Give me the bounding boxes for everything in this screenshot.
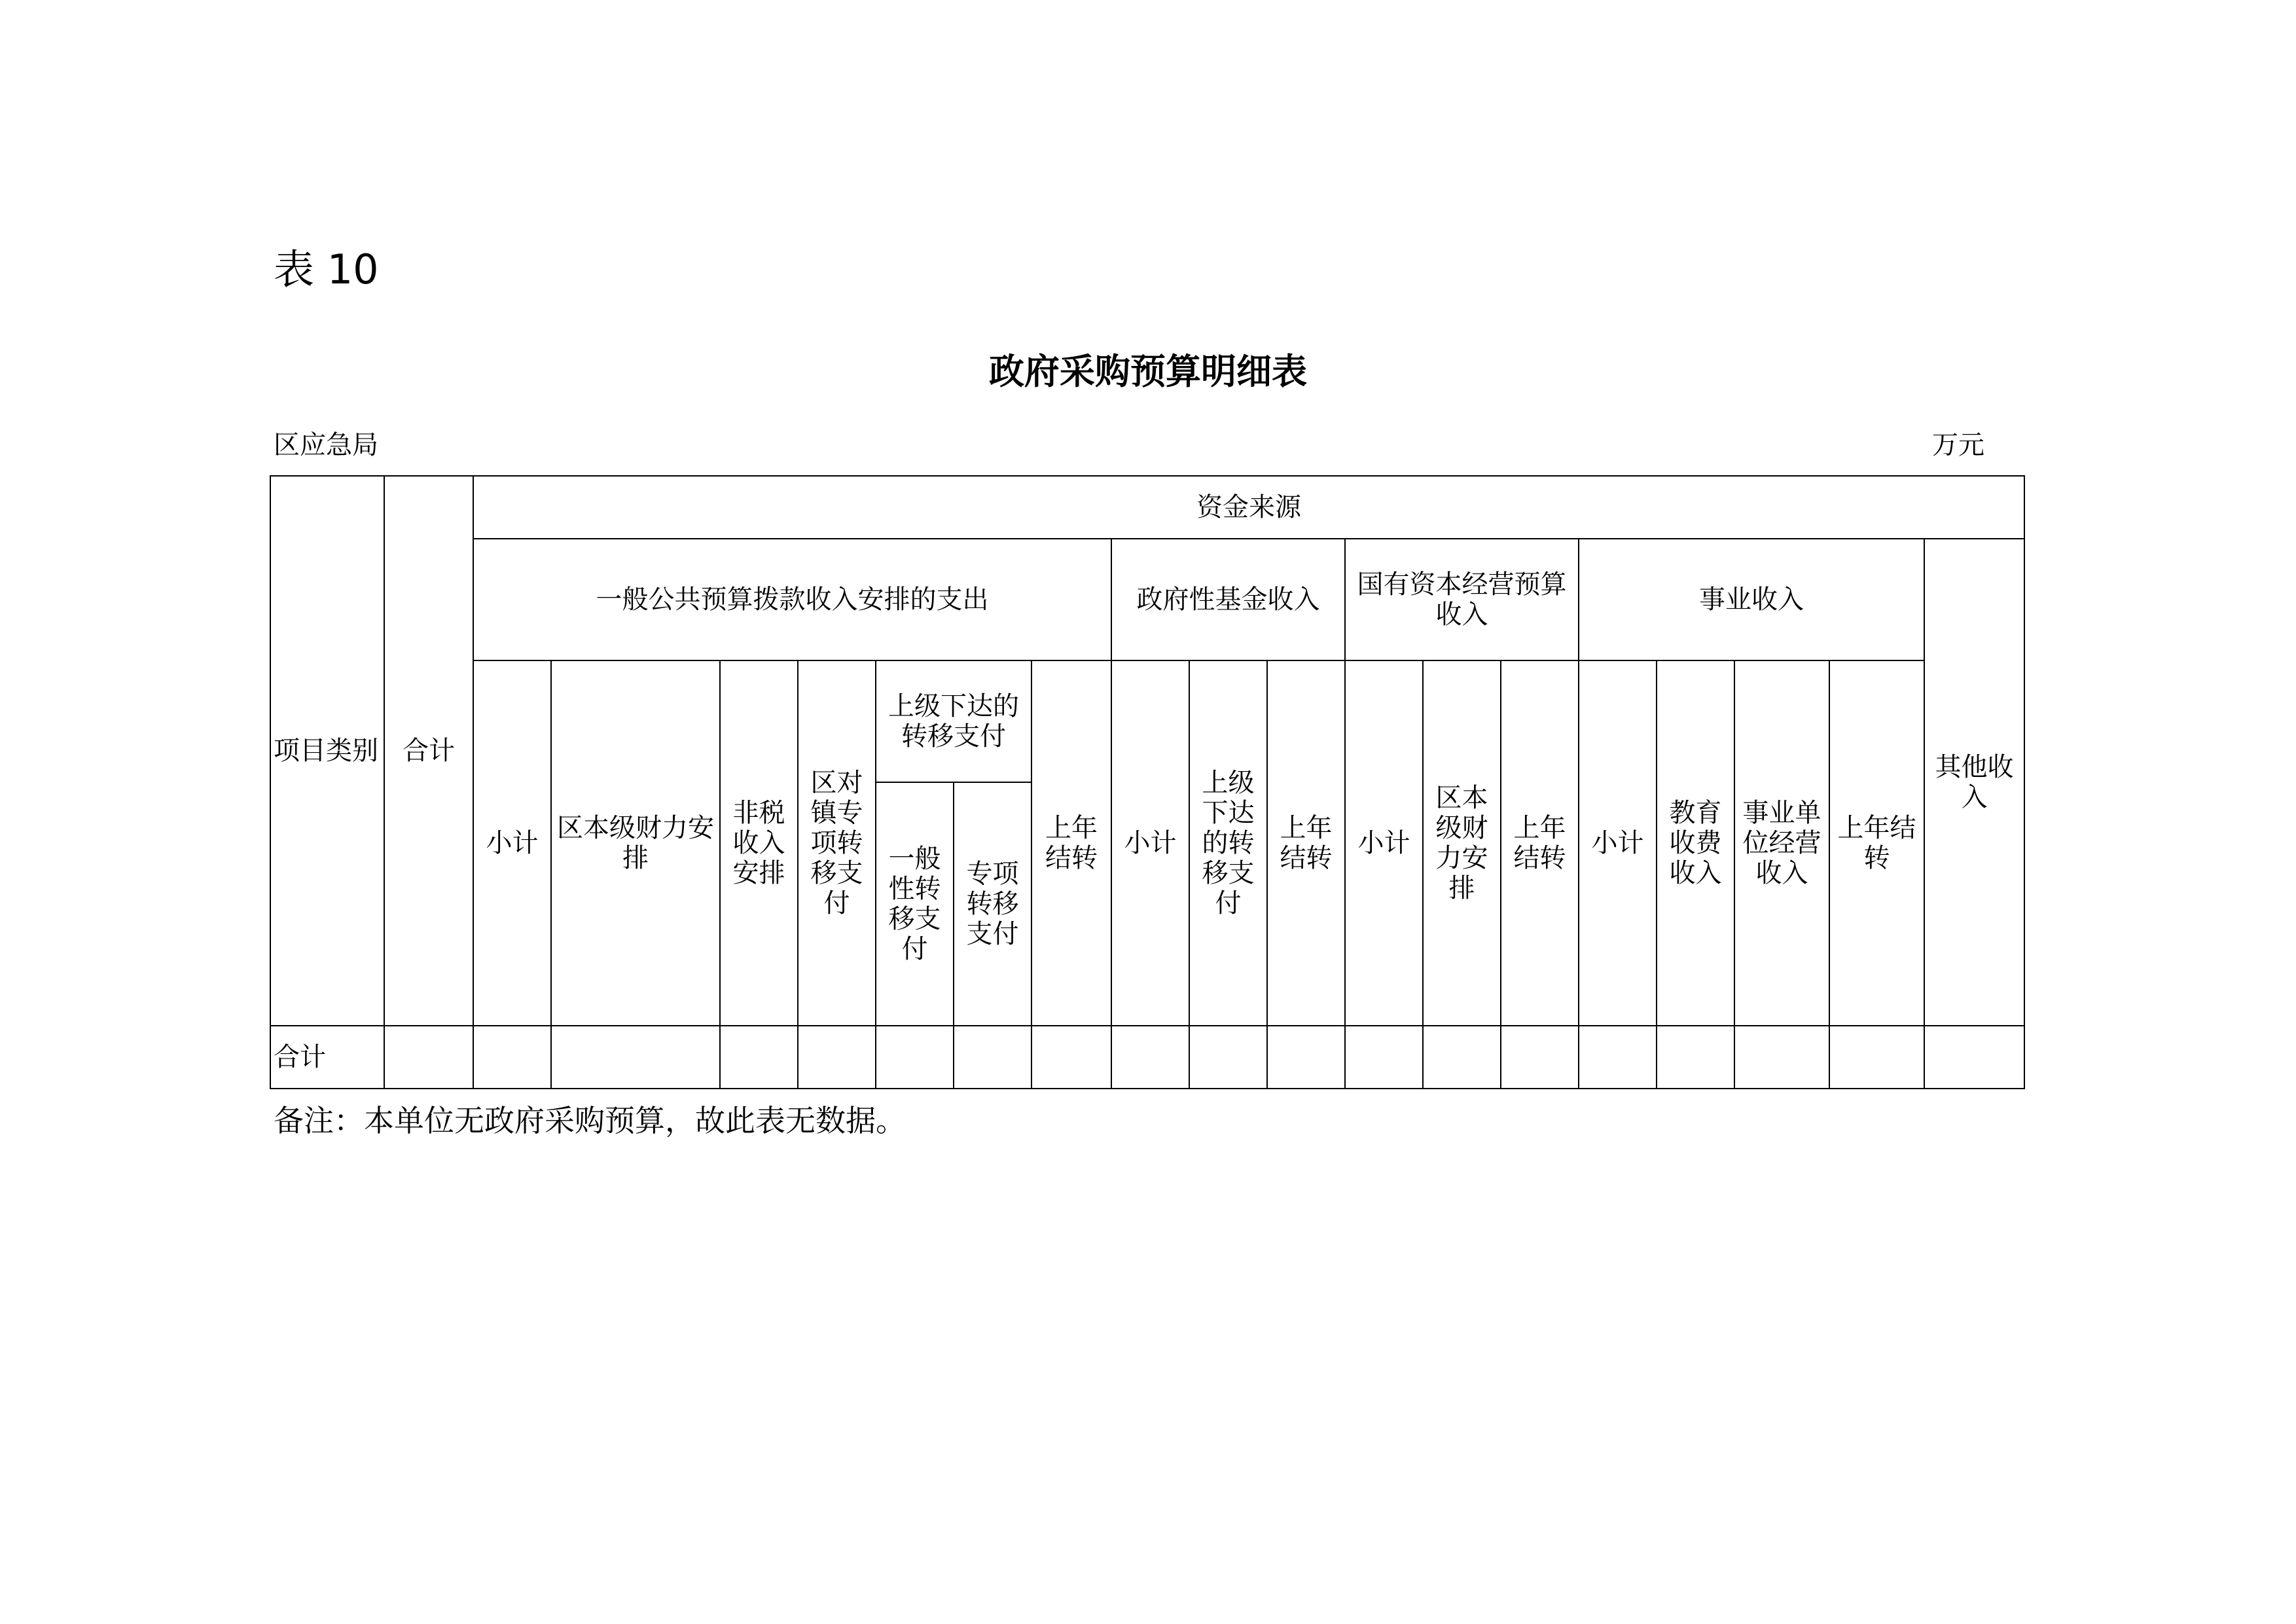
header-gf-subtotal: 小计	[1111, 660, 1189, 1026]
footnote: 备注：本单位无政府采购预算，故此表无数据。	[274, 1103, 906, 1138]
header-fund-source: 资金来源	[473, 476, 2024, 539]
header-gb-town-transfer: 区对镇专项转移支付	[798, 660, 876, 1026]
table-cell	[1657, 1026, 1734, 1089]
table-cell	[1924, 1026, 2024, 1089]
currency-unit: 万元	[1932, 430, 1984, 460]
table-cell	[1189, 1026, 1267, 1089]
table-cell	[1345, 1026, 1423, 1089]
header-state-capital: 国有资本经营预算收入	[1345, 539, 1579, 660]
header-business-income: 事业收入	[1579, 539, 1924, 660]
table-cell	[473, 1026, 551, 1089]
header-sc-district-own: 区本级财力安排	[1423, 660, 1501, 1026]
header-item-category: 项目类别	[270, 476, 384, 1026]
table-cell	[1267, 1026, 1345, 1089]
table-cell	[1031, 1026, 1111, 1089]
table-cell	[551, 1026, 720, 1089]
table-cell	[1579, 1026, 1657, 1089]
header-gb-subtotal: 小计	[473, 660, 551, 1026]
page-title: 政府采购预算明细表	[989, 351, 1307, 392]
header-other-income: 其他收入	[1924, 539, 2024, 1026]
header-gb-carryover: 上年结转	[1031, 660, 1111, 1026]
header-gb-special-transfer: 专项转移支付	[954, 782, 1031, 1026]
unit-name: 区应急局	[274, 430, 378, 460]
table-cell	[1111, 1026, 1189, 1089]
header-gb-upper-transfer: 上级下达的转移支付	[876, 660, 1031, 782]
header-bi-subtotal: 小计	[1579, 660, 1657, 1026]
header-bi-education: 教育收费收入	[1657, 660, 1734, 1026]
header-gf-upper-transfer: 上级下达的转移支付	[1189, 660, 1267, 1026]
header-gf-carryover: 上年结转	[1267, 660, 1345, 1026]
header-general-budget: 一般公共预算拨款收入安排的支出	[473, 539, 1111, 660]
header-gb-district-own: 区本级财力安排	[551, 660, 720, 1026]
table-cell	[798, 1026, 876, 1089]
header-gov-fund: 政府性基金收入	[1111, 539, 1345, 660]
table-number: 表 10	[274, 245, 379, 293]
header-bi-unit-operation: 事业单位经营收入	[1734, 660, 1829, 1026]
header-sc-carryover: 上年结转	[1501, 660, 1579, 1026]
header-gb-general-transfer: 一般性转移支付	[876, 782, 954, 1026]
table-cell	[1501, 1026, 1579, 1089]
header-bi-carryover: 上年结转	[1829, 660, 1924, 1026]
total-row-label: 合计	[270, 1026, 384, 1089]
procurement-budget-table	[270, 475, 2025, 1089]
header-total: 合计	[384, 476, 473, 1026]
table-cell	[1423, 1026, 1501, 1089]
table-cell	[1734, 1026, 1829, 1089]
header-sc-subtotal: 小计	[1345, 660, 1423, 1026]
table-row-total	[270, 1026, 2024, 1089]
table-cell	[1829, 1026, 1924, 1089]
table-cell	[384, 1026, 473, 1089]
table-cell	[876, 1026, 954, 1089]
table-cell	[954, 1026, 1031, 1089]
header-gb-nontax: 非税收入安排	[720, 660, 798, 1026]
table-cell	[720, 1026, 798, 1089]
